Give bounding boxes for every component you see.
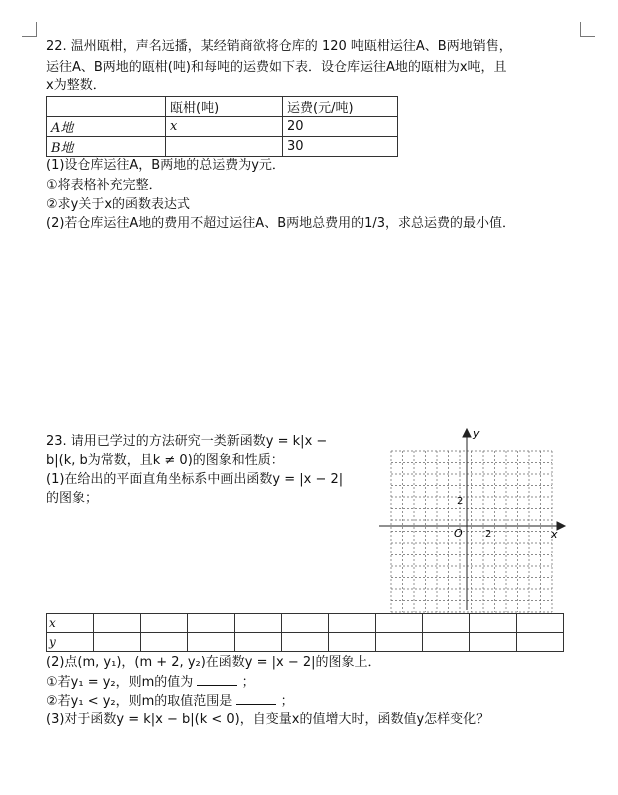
q23-line2: b|(k, b为常数，且k ≠ 0)的图象和性质： — [46, 453, 284, 468]
table-cell[interactable] — [141, 633, 188, 652]
q23-line3: (1)在给出的平面直角坐标系中画出函数y = |x − 2| — [46, 472, 344, 487]
part2b-suffix: ； — [280, 694, 294, 709]
part2a-prefix: ①若y₁ = y₂，则m的值为 — [46, 675, 194, 690]
part2b-prefix: ②若y₁ < y₂，则m的取值范围是 — [46, 694, 233, 709]
q23-part2b — [46, 692, 294, 711]
x-tick-label: 2 — [485, 529, 492, 540]
q22-part1: (1)设仓库运往A，B两地的总运费为y元． — [46, 158, 285, 173]
table-cell: 30 — [283, 137, 398, 157]
table-header-cell: 运费(元/吨) — [283, 97, 398, 117]
corner-mark-top-left — [22, 22, 37, 37]
table-row — [47, 633, 564, 652]
table-cell — [166, 137, 283, 157]
table-cell[interactable] — [188, 614, 235, 633]
freight-table — [46, 96, 398, 157]
row-label: x — [47, 614, 94, 633]
table-row — [47, 614, 564, 633]
q23-part3: (3)对于函数y = k|x − b|(k < 0)，自变量x的值增大时，函数值y怎样变化？ — [46, 712, 490, 727]
table-cell[interactable] — [141, 614, 188, 633]
table-cell[interactable] — [188, 633, 235, 652]
table-cell[interactable] — [423, 633, 470, 652]
q22-part1a: ①将表格补充完整． — [46, 178, 162, 193]
table-cell[interactable] — [470, 633, 517, 652]
table-cell: B地 — [47, 137, 166, 157]
q23-part2: (2)点(m, y₁)，(m + 2, y₂)在函数y = |x − 2|的图象上． — [46, 655, 381, 670]
table-cell[interactable] — [282, 633, 329, 652]
q22-line2: 运往A、B两地的瓯柑(吨)和每吨的运费如下表．设仓库运往A地的瓯柑为x吨，且 — [46, 60, 507, 75]
table-cell[interactable] — [517, 633, 564, 652]
table-cell[interactable] — [94, 633, 141, 652]
y-axis-label: y — [473, 427, 480, 440]
table-header-cell: 瓯柑(吨) — [166, 97, 283, 117]
table-cell[interactable] — [376, 614, 423, 633]
table-cell[interactable] — [470, 614, 517, 633]
table-cell[interactable] — [94, 614, 141, 633]
table-row — [47, 117, 398, 137]
part2a-suffix: ； — [241, 675, 255, 690]
q22-line3: x为整数． — [46, 78, 106, 93]
table-cell[interactable] — [282, 614, 329, 633]
answer-blank[interactable] — [197, 673, 237, 686]
table-header-cell — [47, 97, 166, 117]
table-cell: A地 — [47, 117, 166, 137]
table-row — [47, 137, 398, 157]
table-cell[interactable] — [517, 614, 564, 633]
origin-label: O — [454, 527, 463, 540]
table-cell: x — [166, 117, 283, 137]
q23-part2a — [46, 673, 255, 692]
x-axis-label: x — [551, 528, 558, 541]
corner-mark-top-right — [580, 22, 595, 37]
coordinate-grid — [375, 425, 575, 615]
y-tick-label: 2 — [457, 496, 464, 507]
table-cell[interactable] — [235, 614, 282, 633]
answer-blank[interactable] — [236, 692, 276, 705]
table-cell[interactable] — [376, 633, 423, 652]
table-cell[interactable] — [235, 633, 282, 652]
table-cell[interactable] — [329, 633, 376, 652]
table-header-row — [47, 97, 398, 117]
q23-line1: 23. 请用已学过的方法研究一类新函数y = k|x − — [46, 434, 328, 449]
table-cell[interactable] — [329, 614, 376, 633]
q22-line1: 22. 温州瓯柑，声名远播，某经销商欲将仓库的 120 吨瓯柑运往A、B两地销售， — [46, 39, 512, 54]
q23-line4: 的图象； — [46, 491, 99, 506]
q22-part1b: ②求y关于x的函数表达式 — [46, 197, 191, 212]
row-label: y — [47, 633, 94, 652]
value-table — [46, 613, 564, 652]
x-axis-arrow — [557, 522, 565, 530]
y-axis-arrow — [463, 429, 471, 437]
table-cell: 20 — [283, 117, 398, 137]
table-cell[interactable] — [423, 614, 470, 633]
q22-part2: (2)若仓库运往A地的费用不超过运往A、B两地总费用的1/3，求总运费的最小值． — [46, 216, 516, 231]
